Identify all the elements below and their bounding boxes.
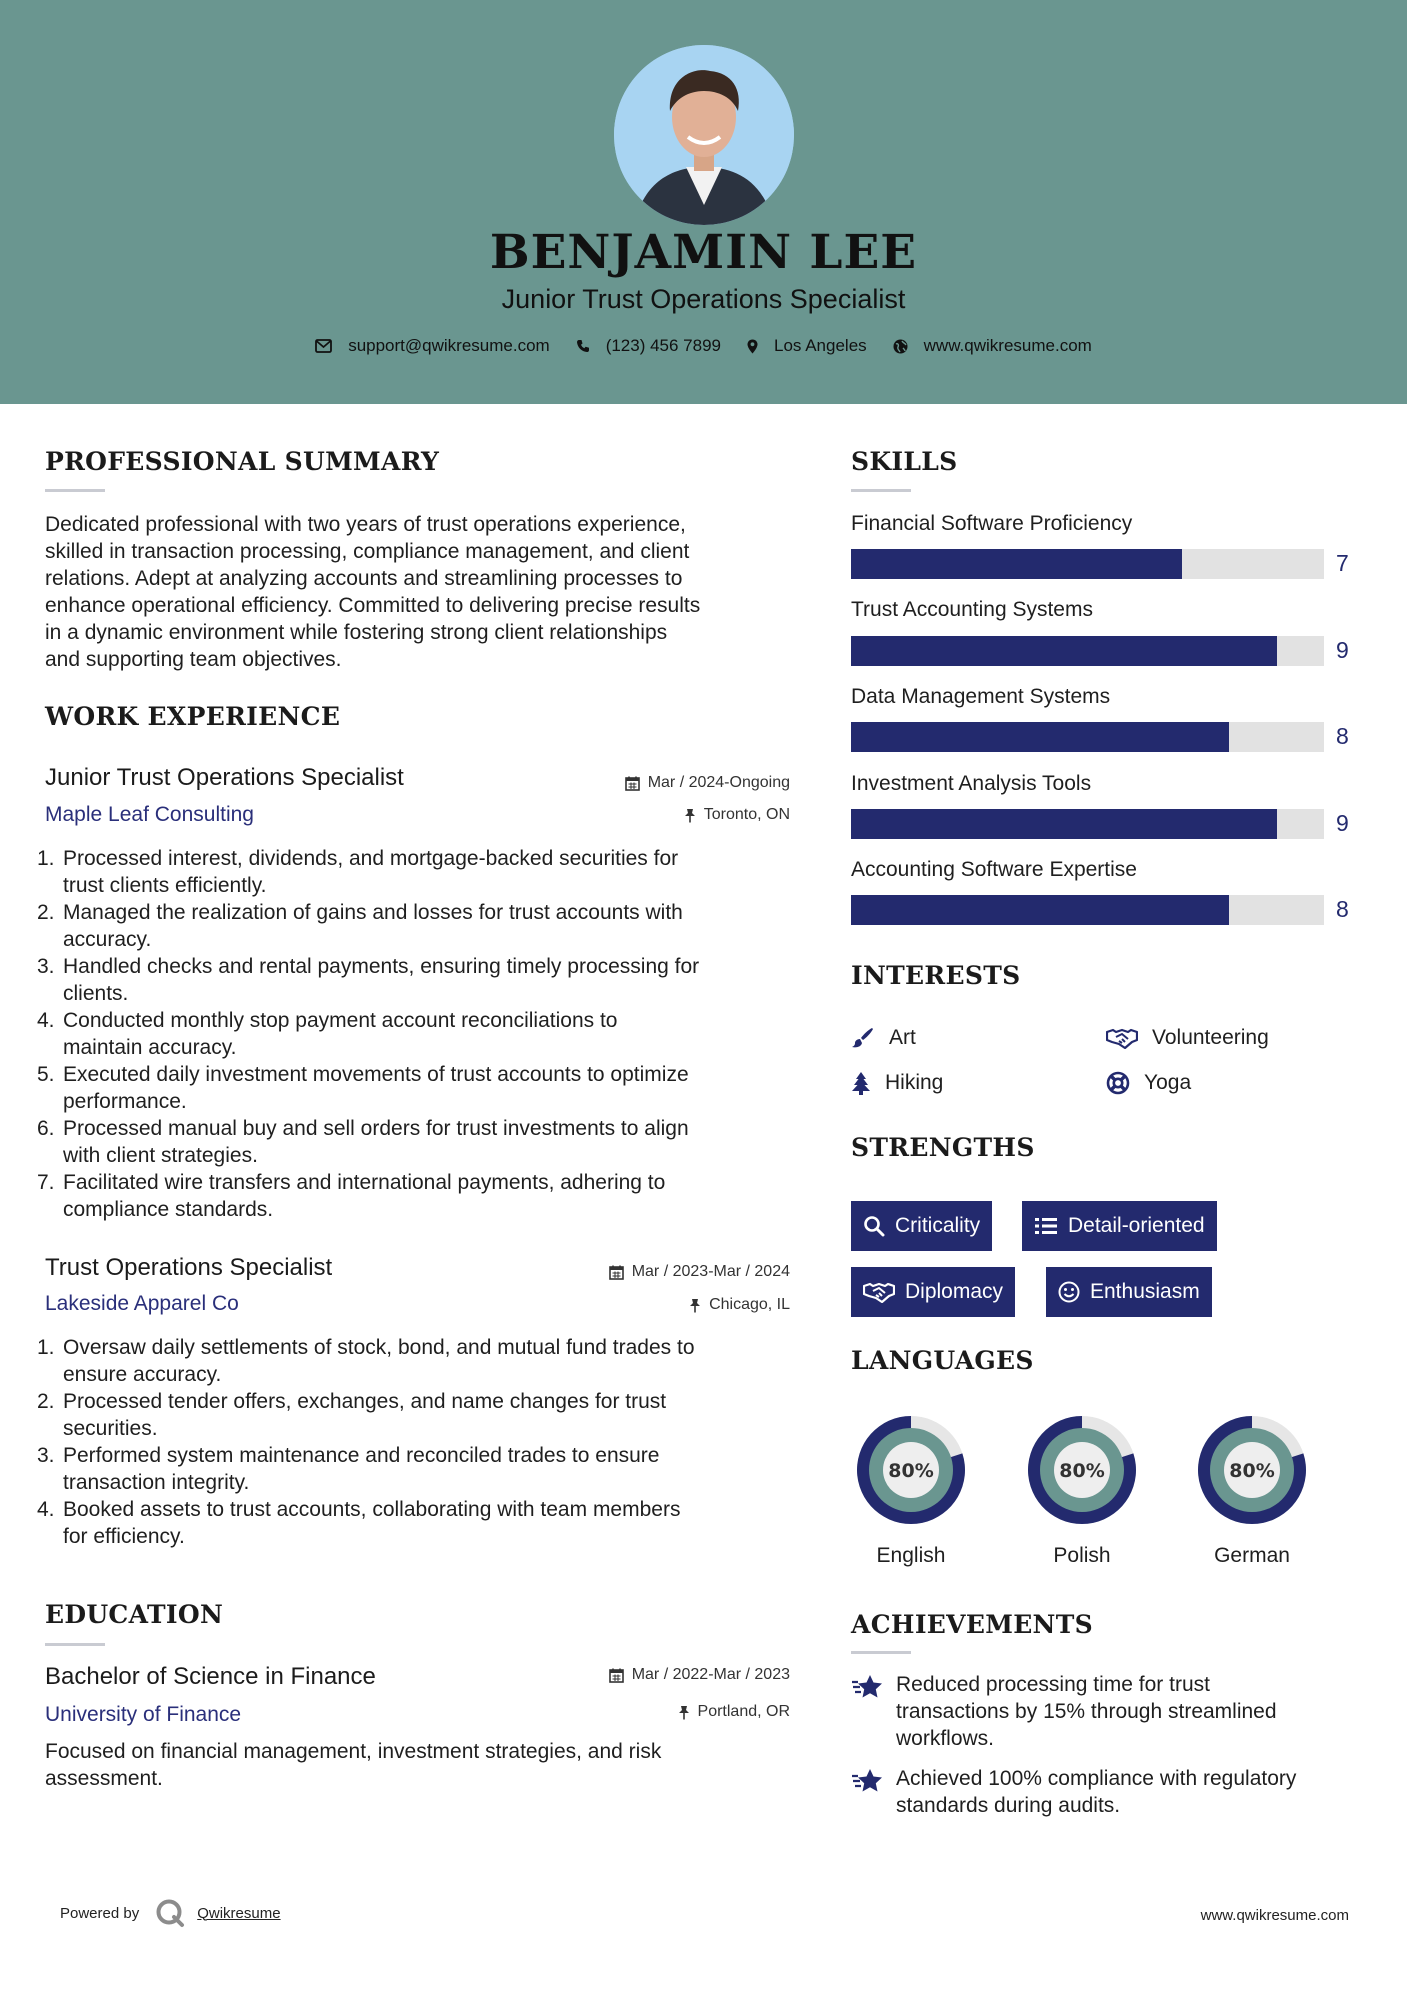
skills-heading: SKILLS (851, 447, 958, 476)
skill-bar (851, 549, 1324, 579)
list-item: 7. Facilitated wire transfers and international payments, adhering to compliance standards. (37, 1171, 666, 1221)
skill-name: Investment Analysis Tools (851, 772, 1092, 795)
calendar-icon (609, 1668, 624, 1683)
interest-label: Hiking (885, 1071, 944, 1094)
skill-bar (851, 895, 1324, 925)
interest-item (851, 1071, 943, 1095)
job-location (684, 806, 790, 824)
language-ring (1190, 1408, 1314, 1532)
job-role: Junior Trust Operations Specialist (45, 764, 404, 791)
interests-heading: INTERESTS (851, 961, 1021, 990)
profile-photo (614, 45, 794, 225)
list-item: 3. Performed system maintenance and reconciled trades to ensure transaction integrity. (37, 1444, 660, 1494)
language-name: Polish (1053, 1544, 1111, 1567)
interest-item (851, 1026, 916, 1050)
education-location-text: Portland, OR (697, 1703, 790, 1720)
summary-heading: PROFESSIONAL SUMMARY (45, 447, 440, 476)
achievements-heading: ACHIEVEMENTS (851, 1610, 1093, 1639)
skill-name: Trust Accounting Systems (851, 598, 1093, 621)
contact-bar (0, 336, 1407, 356)
envelope-icon (315, 339, 332, 353)
list-item: 2. Managed the realization of gains and losses for trust accounts with accuracy. (37, 901, 683, 951)
school-name: University of Finance (45, 1703, 242, 1726)
footer-website[interactable]: www.qwikresume.com (1200, 1907, 1349, 1924)
powered-by-text: Powered by (60, 1904, 140, 1922)
job-location-text: Chicago, IL (709, 1296, 790, 1313)
list-icon (1034, 1216, 1058, 1236)
strength-label: Diplomacy (905, 1280, 1004, 1303)
job-date (625, 774, 790, 792)
list-item: 1. Oversaw daily settlements of stock, bond, and mutual fund trades to ensure accuracy. (37, 1336, 695, 1386)
interest-label: Volunteering (1152, 1026, 1269, 1049)
skill-name: Data Management Systems (851, 685, 1111, 708)
summary-line: and supporting team objectives. (45, 648, 342, 671)
skill-bar-fill (851, 636, 1277, 666)
globe-icon (893, 339, 908, 354)
job-role: Trust Operations Specialist (45, 1254, 333, 1281)
achievement-text: Achieved 100% compliance with regulatory standards during audits. (896, 1767, 1297, 1817)
pushpin-icon (689, 1298, 701, 1313)
list-item: 5. Executed daily investment movements of trust accounts to optimize performance. (37, 1063, 689, 1113)
strength-label: Enthusiasm (1090, 1280, 1200, 1303)
resume-header (0, 0, 1407, 404)
phone-text: (123) 456 7899 (605, 336, 722, 355)
strength-chip (1046, 1267, 1212, 1317)
skill-value: 8 (1336, 723, 1349, 749)
email-text: support@qwikresume.com (348, 336, 550, 355)
list-item: 4. Conducted monthly stop payment account reconciliations to maintain accuracy. (37, 1009, 618, 1059)
education-rule (45, 1643, 105, 1646)
qwikresume-logo-icon (155, 1898, 185, 1928)
website-text: www.qwikresume.com (923, 336, 1092, 355)
interest-label: Yoga (1144, 1071, 1192, 1094)
job-location (689, 1296, 790, 1314)
list-item: 3. Handled checks and rental payments, ensuring timely processing for clients. (37, 955, 700, 1005)
contact-email[interactable] (315, 336, 550, 356)
map-pin-icon (747, 339, 758, 354)
education-date (609, 1666, 790, 1684)
language-name: German (1214, 1544, 1290, 1567)
star-badge-icon (851, 1767, 885, 1795)
skill-value: 8 (1336, 896, 1349, 922)
paintbrush-icon (851, 1026, 875, 1050)
language-item (1020, 1408, 1144, 1568)
contact-location (747, 336, 867, 356)
degree-title: Bachelor of Science in Finance (45, 1663, 376, 1690)
job-location-text: Toronto, ON (703, 806, 790, 823)
job-company: Maple Leaf Consulting (45, 803, 254, 826)
handshake-icon (1106, 1027, 1138, 1049)
pushpin-icon (678, 1705, 690, 1720)
smile-icon (1058, 1281, 1080, 1303)
candidate-title: Junior Trust Operations Specialist (501, 284, 906, 314)
job-date-text: Mar / 2024-Ongoing (647, 774, 790, 791)
skill-value: 9 (1336, 637, 1349, 663)
language-ring (849, 1408, 973, 1532)
strength-chip (851, 1267, 1015, 1317)
education-date-text: Mar / 2022-Mar / 2023 (631, 1666, 790, 1683)
summary-line: relations. Adept at analyzing accounts and streamlining processes to (45, 567, 683, 590)
summary-rule (45, 489, 105, 492)
language-item (849, 1408, 973, 1568)
skill-bar (851, 636, 1324, 666)
skill-bar-fill (851, 895, 1229, 925)
phone-icon (576, 339, 590, 353)
language-name: English (876, 1544, 946, 1567)
star-badge-icon (851, 1673, 885, 1701)
strength-label: Detail-oriented (1068, 1214, 1205, 1237)
language-item (1190, 1408, 1314, 1568)
list-item: 4. Booked assets to trust accounts, collaborating with team members for efficiency. (37, 1498, 681, 1548)
language-percent: 80% (1229, 1460, 1275, 1482)
skill-value: 9 (1336, 810, 1349, 836)
lifebuoy-icon (1106, 1071, 1130, 1095)
strength-label: Criticality (895, 1214, 981, 1237)
job-company: Lakeside Apparel Co (45, 1292, 239, 1315)
job-bullets (37, 845, 797, 1223)
summary-text (45, 511, 805, 673)
languages-heading: LANGUAGES (851, 1346, 1034, 1375)
skill-value: 7 (1336, 550, 1349, 576)
job-date-text: Mar / 2023-Mar / 2024 (631, 1263, 790, 1280)
contact-website[interactable] (893, 336, 1092, 356)
search-icon (863, 1215, 885, 1237)
language-percent: 80% (888, 1460, 934, 1482)
strengths-heading: STRENGTHS (851, 1133, 1035, 1162)
language-ring (1020, 1408, 1144, 1532)
education-location (678, 1703, 790, 1721)
interest-item (1106, 1026, 1269, 1050)
experience-heading: WORK EXPERIENCE (45, 702, 341, 731)
skill-bar-fill (851, 722, 1229, 752)
summary-line: skilled in transaction processing, compliance management, and client (45, 540, 690, 563)
tree-icon (851, 1071, 871, 1095)
interest-label: Art (889, 1026, 916, 1049)
skill-bar (851, 722, 1324, 752)
interest-item (1106, 1071, 1191, 1095)
education-description: Focused on financial management, investment strategies, and risk assessment. (45, 1740, 662, 1790)
handshake-icon (863, 1281, 895, 1303)
skill-name: Financial Software Proficiency (851, 512, 1133, 535)
summary-line: enhance operational efficiency. Committed to delivering precise results (45, 594, 701, 617)
skill-bar-fill (851, 809, 1277, 839)
skill-name: Accounting Software Expertise (851, 858, 1137, 881)
brand-link[interactable]: Qwikresume (197, 1904, 281, 1922)
achievement-text: Reduced processing time for trust transactions by 15% through streamlined workflows. (896, 1673, 1277, 1750)
education-heading: EDUCATION (45, 1600, 224, 1629)
achievements-rule (851, 1651, 911, 1654)
summary-line: in a dynamic environment while fostering strong client relationships (45, 621, 668, 644)
calendar-icon (609, 1265, 624, 1280)
footer-powered-by (60, 1898, 281, 1928)
job-date (609, 1263, 790, 1281)
summary-line: Dedicated professional with two years of trust operations experience, (45, 513, 686, 536)
skills-rule (851, 489, 911, 492)
achievement-item (851, 1765, 1361, 1819)
job-bullets (37, 1334, 797, 1550)
list-item: 2. Processed tender offers, exchanges, and name changes for trust securities. (37, 1390, 667, 1440)
list-item: 1. Processed interest, dividends, and mortgage-backed securities for trust clients efficiently. (37, 847, 679, 897)
candidate-name: BENJAMIN LEE (489, 225, 918, 280)
skill-bar-fill (851, 549, 1182, 579)
skill-bar (851, 809, 1324, 839)
strength-chip (851, 1201, 992, 1251)
achievement-item (851, 1671, 1361, 1752)
contact-phone[interactable] (576, 336, 721, 356)
calendar-icon (625, 776, 640, 791)
strength-chip (1022, 1201, 1217, 1251)
pushpin-icon (684, 808, 696, 823)
list-item: 6. Processed manual buy and sell orders for trust investments to align with client strategies. (37, 1117, 689, 1167)
location-text: Los Angeles (774, 336, 867, 355)
language-percent: 80% (1059, 1460, 1105, 1482)
